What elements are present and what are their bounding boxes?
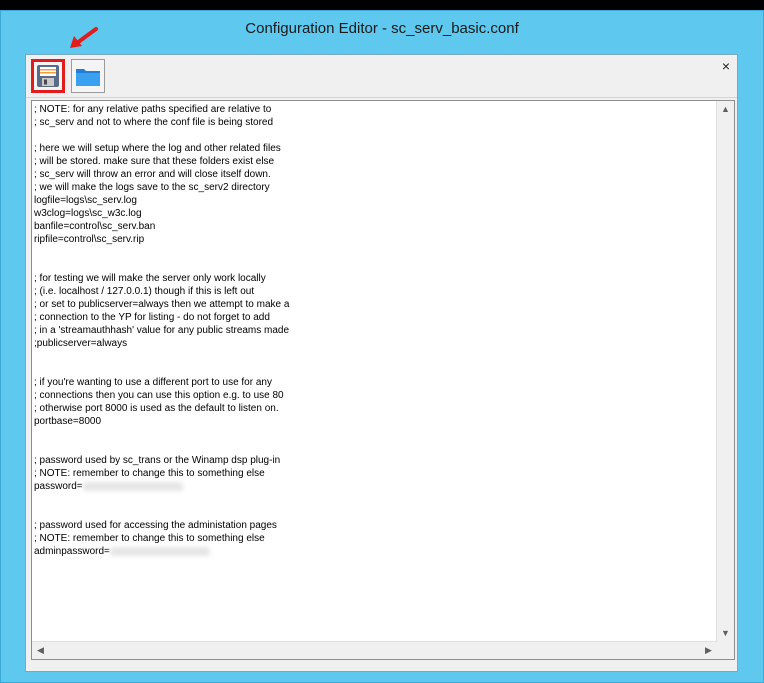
config-line: ; connections then you can use this option e.g. to use 80 <box>34 390 284 401</box>
config-line: ;publicserver=always <box>34 338 128 349</box>
horizontal-scrollbar[interactable] <box>32 641 717 659</box>
config-line: ; sc_serv and not to where the conf file is being stored <box>34 117 274 128</box>
config-line: ; in a 'streamauthhash' value for any public streams made <box>34 325 290 336</box>
scrollbar-corner <box>717 642 734 659</box>
config-text[interactable] <box>34 103 716 641</box>
config-line: ; NOTE: remember to change this to something else <box>34 533 265 544</box>
config-line: password= <box>34 481 83 492</box>
config-line: w3clog=logs\sc_w3c.log <box>34 208 142 219</box>
config-line: ; sc_serv will throw an error and will close itself down. <box>34 169 271 180</box>
open-folder-button[interactable] <box>71 59 105 93</box>
window-title: Configuration Editor - sc_serv_basic.conf <box>245 20 519 37</box>
config-line: ; password used for accessing the administation pages <box>34 520 277 531</box>
config-line: ; NOTE: for any relative paths specified are relative to <box>34 104 272 115</box>
config-line: ; we will make the logs save to the sc_serv2 directory <box>34 182 270 193</box>
close-icon[interactable]: × <box>721 58 731 74</box>
config-line: ; here we will setup where the log and other related files <box>34 143 281 154</box>
scroll-down-arrow[interactable]: ▼ <box>721 628 730 638</box>
config-line: ripfile=control\sc_serv.rip <box>34 234 145 245</box>
scroll-right-arrow[interactable]: ▶ <box>705 645 712 655</box>
config-line: ; connection to the YP for listing - do not forget to add <box>34 312 270 323</box>
red-pointer-arrow-icon <box>66 26 100 52</box>
folder-icon <box>74 64 102 88</box>
config-line: ; (i.e. localhost / 127.0.0.1) though if this is left out <box>34 286 255 297</box>
config-line: ; password used by sc_trans or the Winamp dsp plug-in <box>34 455 281 466</box>
config-line: ; NOTE: remember to change this to something else <box>34 468 265 479</box>
config-line: ; otherwise port 8000 is used as the default to listen on. <box>34 403 279 414</box>
scroll-up-arrow[interactable]: ▲ <box>721 104 730 114</box>
scroll-left-arrow[interactable]: ◀ <box>37 645 44 655</box>
config-line: ; if you're wanting to use a different port to use for any <box>34 377 272 388</box>
config-line: ; or set to publicserver=always then we attempt to make a <box>34 299 290 310</box>
vertical-scrollbar[interactable] <box>716 101 734 642</box>
config-line: banfile=control\sc_serv.ban <box>34 221 156 232</box>
config-line: adminpassword= <box>34 546 110 557</box>
config-line: portbase=8000 <box>34 416 102 427</box>
redacted-value <box>83 482 183 491</box>
config-text-editor[interactable] <box>31 100 735 660</box>
config-line: logfile=logs\sc_serv.log <box>34 195 137 206</box>
config-line: ; for testing we will make the server only work locally <box>34 273 266 284</box>
toolbar <box>26 55 737 98</box>
configuration-editor-window <box>0 10 764 683</box>
save-floppy-icon <box>36 64 60 88</box>
editor-client-area <box>25 54 738 672</box>
save-button[interactable] <box>31 59 65 93</box>
config-line: ; will be stored. make sure that these folders exist else <box>34 156 275 167</box>
redacted-value <box>110 547 210 556</box>
